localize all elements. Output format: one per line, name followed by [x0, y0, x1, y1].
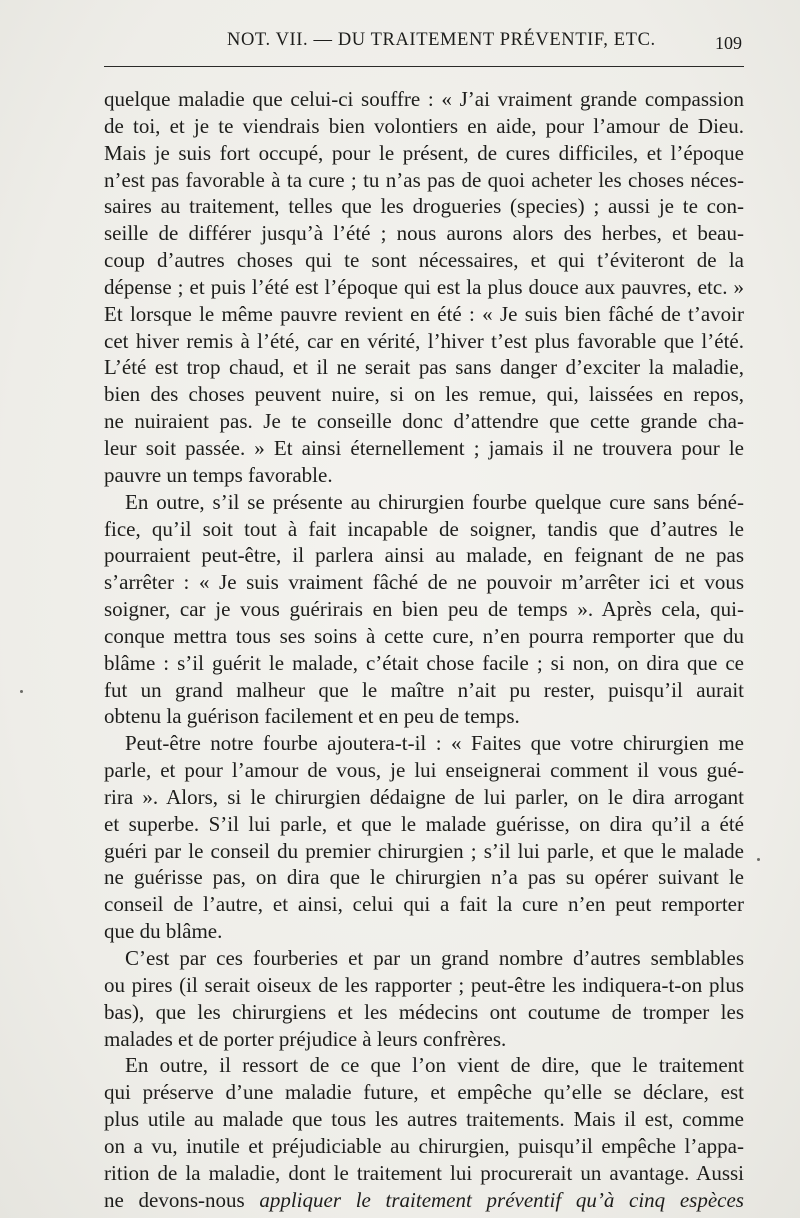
paragraph-end-line: obtenu la guérison facilement et en peu de temps. — [104, 704, 520, 729]
text-line: on a vu, inutile et préjudiciable au chirurgien, puisqu’il empêche l’appa- — [104, 1133, 744, 1158]
running-title: NOT. VII. — DU TRAITEMENT PRÉVENTIF, ETC. — [227, 30, 656, 50]
paragraph-end-line: que du blâme. — [104, 919, 223, 944]
text-line: L’été est trop chaud, et il ne serait pas sans danger d’exciter la maladie, — [104, 355, 744, 380]
text-line: ne guérisse pas, on dira que le chirurgien n’a pas su opérer suivant le — [104, 865, 744, 890]
text-line: et superbe. S’il lui parle, et que le malade guérisse, on dira qu’il a été — [104, 811, 744, 836]
page-header — [104, 22, 744, 62]
paragraph-end-line: malades et de porter préjudice à leurs confrères. — [104, 1026, 507, 1051]
text-line: leur soit passée. » Et ainsi éternellement ; jamais il ne trouvera pour le — [104, 435, 744, 460]
text-line: fut un grand malheur que le maître n’ait pu rester, puisqu’il aurait — [104, 677, 744, 702]
text-line: bien des choses peuvent nuire, si on les remue, qui, laissées en repos, — [104, 382, 744, 407]
body-text — [104, 86, 744, 1213]
text-line: conseil de l’autre, et ainsi, celui qui a fait la cure n’en peut remporter — [104, 892, 744, 917]
paragraph-end-line: pauvre un temps favorable. — [104, 462, 333, 487]
text-line: saires au traitement, telles que les drogueries (species) ; aussi je te con- — [104, 194, 744, 219]
text-line: blâme : s’il guérit le malade, c’était chose facile ; si non, on dira que ce — [104, 650, 744, 675]
italic-phrase: appliquer le traitement préventif qu’à cinq espèces — [259, 1187, 744, 1212]
paragraph-first-line: Peut-être notre fourbe ajoutera-t-il : « Faites que votre chirurgien me — [125, 731, 744, 756]
paragraph-first-line: En outre, s’il se présente au chirurgien fourbe quelque cure sans béné- — [125, 489, 744, 514]
text-line: n’est pas favorable à ta cure ; tu n’as pas de quoi acheter les choses néces- — [104, 167, 744, 192]
text-line: conque mettra tous ses soins à cette cure, n’en pourra remporter que du — [104, 623, 744, 648]
text-line: seille de différer jusqu’à l’été ; nous aurons alors des herbes, et beau- — [104, 221, 744, 246]
text-line: Mais je suis fort occupé, pour le présent, de cures difficiles, et l’époque — [104, 140, 744, 165]
text-line: quelque maladie que celui-ci souffre : « J’ai vraiment grande compassion — [104, 87, 744, 111]
text-line: ne nuiraient pas. Je te conseille donc d’attendre que cette grande cha- — [104, 409, 744, 434]
text-line: pourraient peut-être, il parlera ainsi au malade, en feignant de ne pas — [104, 543, 744, 568]
text-line: soigner, car je vous guérirais en bien peu de temps ». Après cela, qui- — [104, 597, 744, 622]
text-line: fice, qu’il soit tout à fait incapable de soigner, tandis que d’autres le — [104, 516, 744, 541]
text-line: rira ». Alors, si le chirurgien dédaigne de lui parler, on le dira arrogant — [104, 784, 744, 809]
header-rule — [104, 66, 744, 67]
text-line: guéri par le conseil du premier chirurgien ; s’il lui parle, et que le malade — [104, 838, 744, 863]
text-line: ou pires (il serait oiseux de les rapporter ; peut-être les indiquera-t-on plus — [104, 972, 744, 997]
last-text-line — [104, 1187, 744, 1214]
text-line: qui préserve d’une maladie future, et empêche qu’elle se déclare, est — [104, 1080, 744, 1105]
scan-speck — [20, 690, 23, 693]
text-line: de toi, et je te viendrais bien volontiers en aide, pour l’amour de Dieu. — [104, 113, 744, 138]
page-number: 109 — [715, 33, 742, 53]
text-line: coup d’autres choses qui te sont nécessaires, et qui t’éviteront de la — [104, 248, 744, 273]
text-line: dépense ; et puis l’été est l’époque qui est la plus douce aux pauvres, etc. » — [104, 274, 744, 299]
text-line: Et lorsque le même pauvre revient en été : « Je suis bien fâché de t’avoir — [104, 301, 744, 326]
paragraph-first-line: En outre, il ressort de ce que l’on vient de dire, que le traitement — [125, 1053, 744, 1078]
text-line: parle, et pour l’amour de vous, je lui enseignerai comment il vous gué- — [104, 758, 744, 783]
scan-speck — [757, 858, 760, 861]
text-line: s’arrêter : « Je suis vraiment fâché de ne pouvoir m’arrêter ici et vous — [104, 570, 744, 595]
paragraph-first-line: C’est par ces fourberies et par un grand nombre d’autres semblables — [125, 946, 744, 970]
last-line-start: ne devons-nous — [104, 1187, 260, 1212]
text-line: bas), que les chirurgiens et les médecins ont coutume de tromper les — [104, 999, 744, 1024]
text-line: plus utile au malade que tous les autres traitements. Mais il est, comme — [104, 1107, 744, 1132]
text-line: cet hiver remis à l’été, car en vérité, l’hiver t’est plus favorable que l’été. — [104, 328, 744, 353]
text-line: rition de la maladie, dont le traitement lui procurerait un avantage. Aussi — [104, 1160, 744, 1185]
